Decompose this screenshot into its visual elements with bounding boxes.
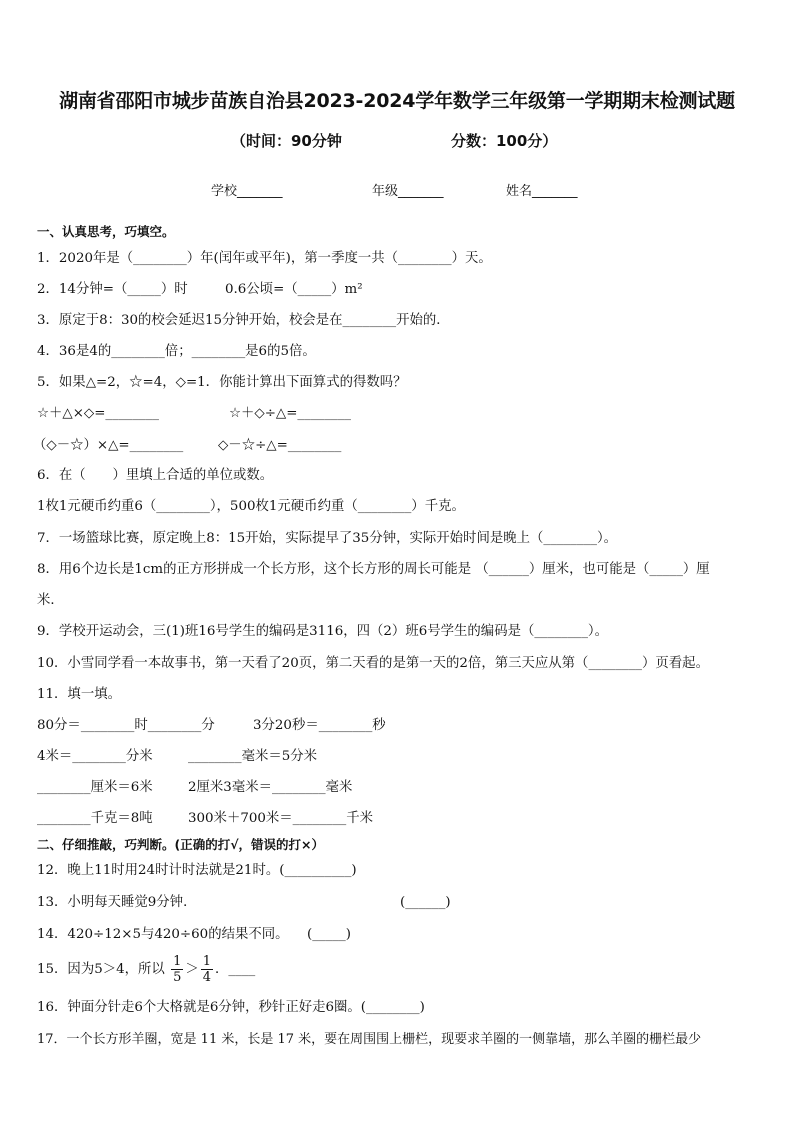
greater-than-sign: ＞ <box>185 962 199 977</box>
question-6a: 1枚1元硬币约重6（________），500枚1元硬币约重（________）千克。 <box>37 499 465 514</box>
fraction-numerator: 1 <box>202 954 212 969</box>
exam-title: 湖南省邵阳市城步苗族自治县2023-2024学年数学三年级第一学期期末检测试题 <box>59 90 735 112</box>
question-5d: ◇－☆÷△=________ <box>218 438 342 453</box>
question-10: 10．小雪同学看一本故事书，第一天看了20页，第二天看的是第一天的2倍，第三天应从第（________）页看起。 <box>37 656 709 671</box>
question-6: 6．在（ ）里填上合适的单位或数。 <box>37 468 274 483</box>
section-2-heading: 二、仔细推敲，巧判断。(正确的打√，错误的打×） <box>37 837 325 852</box>
question-17: 17．一个长方形羊圈，宽是 11 米，长是 17 米，要在周围围上栅栏，现要求羊圈的一侧靠墙，那么羊圈的栅栏最少 <box>37 1032 702 1047</box>
question-14: 14．420÷12×5与420÷60的结果不同。 <box>37 927 289 942</box>
question-9: 9．学校开运动会，三(1)班16号学生的编码是3116，四（2）班6号学生的编码是（________）。 <box>37 624 609 639</box>
question-5a: ☆＋△×◇=________ <box>37 406 159 421</box>
fraction-denominator: 5 <box>173 970 182 985</box>
question-14-blank: (_____) <box>307 927 351 942</box>
exam-score: 分数：100分） <box>451 132 558 150</box>
question-5: 5．如果△=2，☆=4，◇=1．你能计算出下面算式的得数吗？ <box>37 375 407 390</box>
question-15-text: 15．因为5＞4，所以 <box>37 962 165 977</box>
question-11a: 80分＝________时________分 <box>37 718 215 733</box>
school-field: 学校_______ <box>211 184 283 199</box>
question-2a: 2．14分钟=（_____）时 <box>37 282 188 297</box>
question-11e: ________厘米＝6米 <box>37 780 153 795</box>
question-11h: 300米＋700米＝________千米 <box>188 811 374 826</box>
question-13: 13．小明每天睡觉9分钟． <box>37 895 197 910</box>
fraction-numerator: 1 <box>173 954 182 969</box>
question-11c: 4米＝________分米 <box>37 749 153 764</box>
question-11b: 3分20秒＝________秒 <box>253 718 386 733</box>
question-13-blank: (______) <box>400 895 451 910</box>
question-5b: ☆＋◇÷△=________ <box>229 406 351 421</box>
question-11f: 2厘米3毫米＝________毫米 <box>188 780 353 795</box>
question-12: 12．晚上11时用24时计时法就是21时。(__________) <box>37 863 357 878</box>
question-1: 1．2020年是（________）年(闰年或平年)，第一季度一共（________）天。 <box>37 251 492 266</box>
section-1-heading: 一、认真思考，巧填空。 <box>37 224 175 239</box>
question-8a: 8．用6个边长是1cm的正方形拼成一个长方形，这个长方形的周长可能是 （______）厘米，也可能是（_____）厘 <box>37 562 710 577</box>
exam-time: （时间：90分钟 <box>231 132 342 150</box>
question-2b: 0.6公顷=（_____）m² <box>225 282 363 297</box>
fraction-denominator: 4 <box>202 970 212 985</box>
name-field: 姓名_______ <box>506 184 578 199</box>
question-3: 3．原定于8：30的校会延迟15分钟开始，校会是在________开始的． <box>37 313 450 328</box>
question-15 <box>37 953 255 987</box>
question-15-blank: ．____ <box>215 962 256 977</box>
question-8b: 米． <box>37 593 64 608</box>
fraction-one-fifth <box>171 954 183 985</box>
question-11: 11．填一填。 <box>37 687 121 702</box>
question-4: 4．36是4的________倍；________是6的5倍。 <box>37 344 316 359</box>
question-11d: ________毫米＝5分米 <box>188 749 318 764</box>
question-16: 16．钟面分针走6个大格就是6分钟，秒针正好走6圈。(________) <box>37 1000 425 1015</box>
question-5c: （◇－☆）×△=________ <box>33 438 184 453</box>
grade-field: 年级_______ <box>372 184 444 199</box>
fraction-one-fourth <box>201 954 213 985</box>
question-7: 7．一场篮球比赛，原定晚上8：15开始，实际提早了35分钟，实际开始时间是晚上（________）。 <box>37 531 618 546</box>
question-11g: ________千克＝8吨 <box>37 811 153 826</box>
